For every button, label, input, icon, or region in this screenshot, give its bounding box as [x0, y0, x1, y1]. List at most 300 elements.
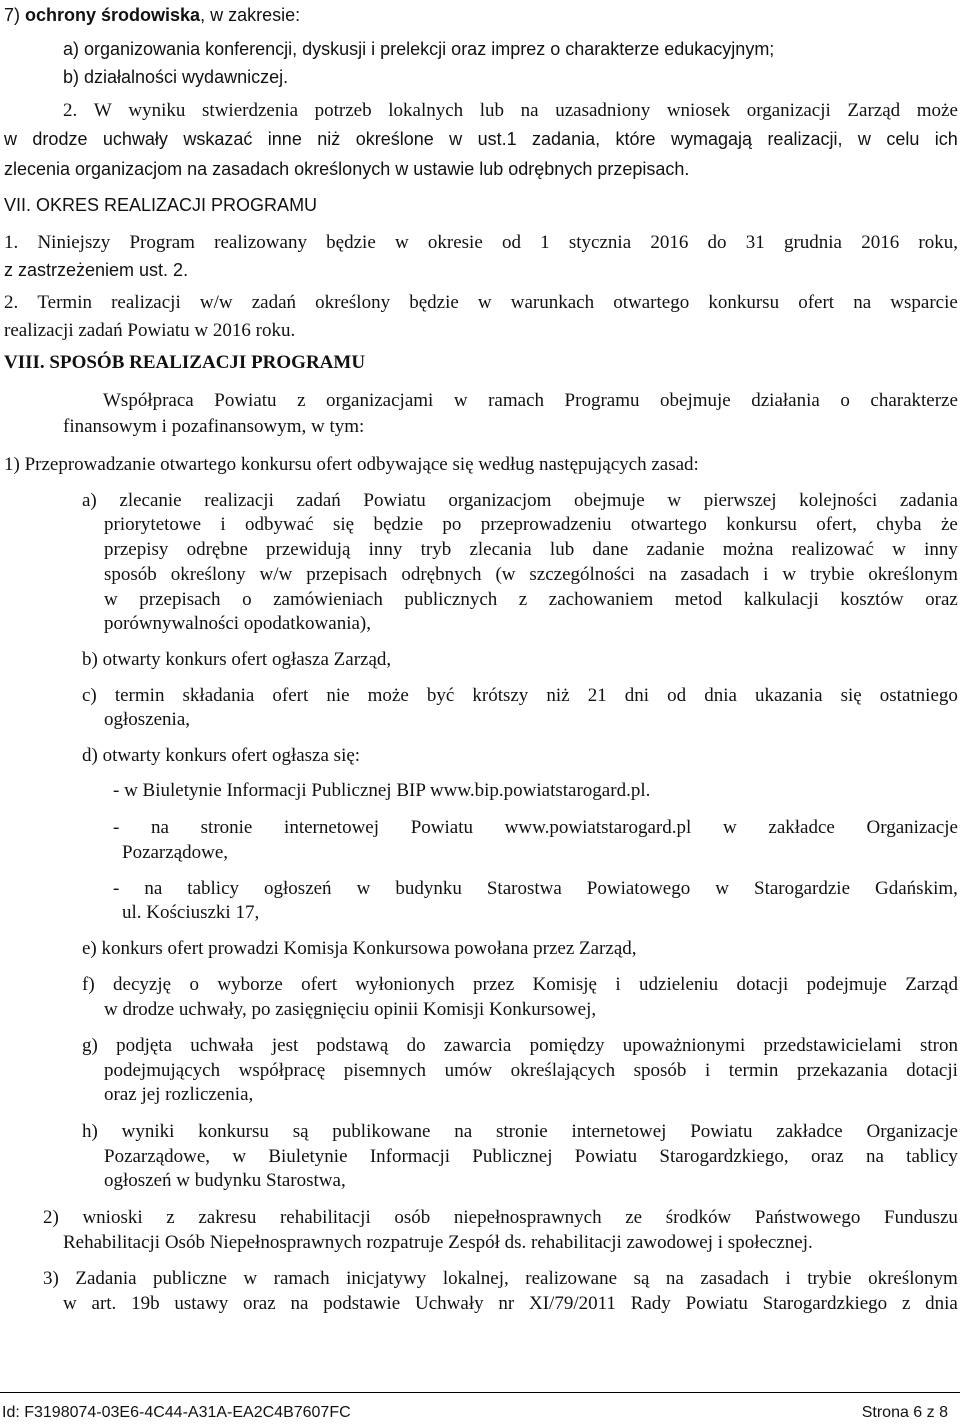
word: że [940, 514, 958, 535]
word: na [853, 292, 872, 313]
word: - [113, 878, 120, 899]
word: okresie [427, 232, 483, 253]
word: podejmujących [104, 1060, 221, 1081]
word: 31 [745, 232, 765, 253]
word: publikowane [332, 1121, 431, 1142]
word: składania [182, 685, 255, 706]
word: zlecania [469, 539, 532, 560]
word: w [857, 129, 871, 149]
item-1d-bullet-2-line-2: Pozarządowe, [122, 842, 229, 863]
word: kosztów [840, 589, 904, 610]
word: przepisach [139, 589, 221, 610]
word: w [715, 878, 729, 899]
word: zadania [899, 490, 958, 511]
section-viii-intro-line-2: finansowym i pozafinansowym, w tym: [63, 416, 365, 437]
word: organizacjom [448, 490, 552, 511]
word: zawarcia [443, 1035, 512, 1056]
word: w/w [259, 564, 293, 585]
item-1d: d) otwarty konkurs ofert ogłasza się: [82, 745, 361, 766]
item-1: 1) Przeprowadzanie otwartego konkursu ofert odbywające się według następujących zasad: [4, 454, 699, 475]
word: się [332, 514, 355, 535]
word: 2. [63, 100, 78, 121]
footer-document-id: Id: F3198074-03E6-4C44-A31A-EA2C4B7607FC [2, 1404, 351, 1421]
word: do [707, 232, 727, 253]
word: w [63, 1293, 77, 1314]
word: - [113, 817, 120, 838]
word: określających [510, 1060, 616, 1081]
item-1d-bullet-3-line-1 [113, 878, 958, 900]
word: Termin [37, 292, 92, 313]
word: 21 [587, 685, 607, 706]
section-7-line [4, 4, 300, 26]
word: określonym [868, 1268, 958, 1289]
word: realizowany [214, 232, 307, 253]
word: wyłonionych [355, 974, 455, 995]
word: ich [934, 129, 958, 149]
word: organizacjami [326, 390, 434, 411]
item-1a-line-6: porównywalności opodatkowania), [104, 613, 371, 634]
word: przepisach [306, 564, 388, 585]
word: w [477, 292, 492, 313]
word: publiczne [153, 1268, 227, 1289]
word: Niniejszy [37, 232, 111, 253]
word: ze [625, 1207, 643, 1228]
word: stronie [200, 817, 253, 838]
section-7-rest: , w zakresie: [200, 5, 301, 25]
word: na [665, 1268, 684, 1289]
word: charakterze [870, 390, 958, 411]
word: Powiatu [363, 490, 426, 511]
word: zakładce [776, 1121, 843, 1142]
word: stron [919, 1035, 958, 1056]
word: termin [114, 685, 165, 706]
word: niepełnosprawnych [453, 1207, 602, 1228]
word: zadanie [646, 539, 705, 560]
word: (w [495, 564, 516, 585]
word: działania [751, 390, 820, 411]
word: może [916, 100, 958, 121]
word: ukazania [755, 685, 823, 706]
word: Powiatu [690, 1121, 753, 1142]
word: Państwowego [754, 1207, 861, 1228]
item-1a-line-5 [104, 589, 958, 611]
item-1h-line-3: ogłoszeń w budynku Starostwa, [104, 1170, 346, 1191]
word: 2) [43, 1207, 59, 1228]
item-1e: e) konkurs ofert prowadzi Komisja Konkursowa powołana przez Zarząd, [82, 938, 637, 959]
word: podstawą [316, 1035, 389, 1056]
word: dnia [925, 1293, 958, 1314]
word: kalkulacji [743, 589, 819, 610]
word: krótszy [472, 685, 529, 706]
word: termin [728, 1060, 779, 1081]
word: dane [592, 539, 629, 560]
word: konkursu [726, 514, 797, 535]
word: Zarząd [905, 974, 958, 995]
word: Starostwa [486, 878, 562, 899]
item-1c-line-1 [82, 685, 958, 707]
word: wymagają [670, 129, 753, 149]
word: dnia [704, 685, 737, 706]
item-1d-bullet-2-line-1 [113, 817, 958, 839]
word: Powiatu [574, 1146, 638, 1167]
word: są [292, 1121, 309, 1142]
word: Zadania [75, 1268, 137, 1289]
word: 2016 [650, 232, 689, 253]
word: internetowej [571, 1121, 667, 1142]
item-1a-line-1 [82, 490, 958, 512]
word: ramach [273, 1268, 330, 1289]
word: i [785, 1268, 791, 1289]
word: ustawy [174, 1293, 229, 1314]
word: określony [170, 564, 246, 585]
word: lub [479, 100, 505, 121]
footer-page-number: Strona 6 z 8 [861, 1404, 948, 1421]
word: c) [82, 685, 97, 706]
word: jest [271, 1035, 299, 1056]
word: obejmuje [660, 390, 731, 411]
word: lub [549, 539, 575, 560]
paragraph-2-line-3: zlecenia organizacjom na zasadach określonych w ustawie lub odrębnych przepisach. [4, 159, 690, 179]
word: ust.1 [477, 129, 517, 149]
word: podjęta [116, 1035, 173, 1056]
word: zamówieniach [273, 589, 383, 610]
word: wyborze [217, 974, 283, 995]
word: Informacji [369, 1146, 450, 1167]
word: tryb [420, 539, 452, 560]
word: 2016 [861, 232, 900, 253]
word: Organizacje [866, 817, 958, 838]
word: Publicznej [472, 1146, 553, 1167]
word: Współpraca [103, 390, 194, 411]
word: niż [546, 685, 570, 706]
word: inne [267, 129, 302, 149]
word: Rady [630, 1293, 671, 1314]
word: Powiatu [214, 390, 277, 411]
word: Powiatu [410, 817, 473, 838]
word: konkursu [198, 1121, 269, 1142]
item-1g-line-3: oraz jej rozliczenia, [104, 1084, 254, 1105]
item-1f-line-2: w drodze uchwały, po zasięgnięciu opinii Komisji Konkursowej, [104, 999, 597, 1020]
word: umów [444, 1060, 493, 1081]
word: chyba [876, 514, 922, 535]
word: 3) [43, 1268, 59, 1289]
word: w [394, 232, 409, 253]
word: Zarząd [847, 100, 901, 121]
word: niż [317, 129, 341, 149]
item-1h-line-1 [82, 1121, 958, 1143]
section-7a: a) organizowania konferencji, dyskusji i prelekcji oraz imprez o charakterze edukacyjnym; [63, 39, 775, 59]
word: odrębnych [401, 564, 482, 585]
word: art. [91, 1293, 117, 1314]
word: nie [326, 685, 350, 706]
word: będzie [373, 514, 424, 535]
word: obejmuje [574, 490, 645, 511]
word: wskazać [183, 129, 253, 149]
word: 2. [4, 292, 19, 313]
word: można [722, 539, 774, 560]
word: zachowaniem [548, 589, 654, 610]
word: określonym [868, 564, 958, 585]
word: w [892, 539, 906, 560]
item-1a-line-2 [104, 514, 958, 536]
item-1a-line-3 [104, 539, 958, 561]
word: ramach [488, 390, 545, 411]
word: organizacji [746, 100, 831, 121]
word: sposób [633, 1060, 687, 1081]
word: budynku [395, 878, 462, 899]
word: kolejności [799, 490, 878, 511]
word: od [667, 685, 687, 706]
word: 1. [4, 232, 19, 253]
word: ofert [301, 974, 338, 995]
item-1d-bullet-1: - w Biuletynie Informacji Publicznej BIP www.bip.powiatstarogard.pl. [113, 780, 651, 801]
word: realizować [791, 539, 874, 560]
word: w [356, 878, 371, 899]
section-vii-1-line-2: z zastrzeżeniem ust. 2. [4, 260, 189, 280]
word: o [840, 390, 850, 411]
item-2-line-1 [43, 1207, 958, 1229]
word: lokalnej, [442, 1268, 509, 1289]
item-1d-bullet-3-line-2: ul. Kościuszki 17, [122, 902, 260, 923]
word: są [633, 1268, 650, 1289]
word: na [648, 564, 667, 585]
word: otwartego [630, 514, 707, 535]
word: się [840, 685, 862, 706]
word: otwartego [613, 292, 690, 313]
word: trybie [807, 1268, 852, 1289]
word: zadań [296, 490, 341, 511]
word: XI/79/2011 [529, 1293, 616, 1314]
word: przewidują [266, 539, 351, 560]
word: wsparcie [890, 292, 958, 313]
word: tablicy [187, 878, 239, 899]
word: zakresu [198, 1207, 257, 1228]
word: na [144, 878, 163, 899]
word: szczególności [529, 564, 635, 585]
word: warunkach [510, 292, 595, 313]
word: pomiędzy [529, 1035, 605, 1056]
word: Powiatu [685, 1293, 748, 1314]
word: w [243, 1268, 258, 1289]
word: realizacji [111, 292, 181, 313]
word: drodze [32, 129, 88, 149]
word: metod [674, 589, 723, 610]
word: inny [924, 539, 958, 560]
word: z [901, 1293, 911, 1314]
word: dni [624, 685, 650, 706]
word: Powiatowego [586, 878, 691, 899]
word: stycznia [568, 232, 632, 253]
word: realizacji, [767, 129, 843, 149]
word: w [449, 129, 463, 149]
word: przekazania [796, 1060, 888, 1081]
word: będzie [409, 292, 459, 313]
word: zakładce [768, 817, 835, 838]
word: Biuletynie [268, 1146, 348, 1167]
word: ostatniego [879, 685, 958, 706]
word: na [290, 1293, 309, 1314]
word: wnioski [82, 1207, 143, 1228]
word: określone [355, 129, 434, 149]
word: podstawie [323, 1293, 401, 1314]
word: wniosek [666, 100, 731, 121]
word: na [151, 817, 169, 838]
word: na [454, 1121, 473, 1142]
word: będzie [326, 232, 376, 253]
item-1b: b) otwarty konkurs ofert ogłasza Zarząd, [82, 649, 392, 670]
word: na [865, 1146, 884, 1167]
word: Komisję [532, 974, 597, 995]
word: zlecanie [119, 490, 182, 511]
word: grudnia [783, 232, 842, 253]
item-1f-line-1 [82, 974, 958, 996]
item-1g-line-2 [104, 1060, 958, 1082]
word: i [220, 514, 226, 535]
word: stronie [495, 1121, 548, 1142]
word: podejmuje [806, 974, 887, 995]
word: h) [82, 1121, 98, 1142]
word: dotacji [736, 974, 789, 995]
word: realizowane [525, 1268, 618, 1289]
item-1a-line-4 [104, 564, 958, 586]
word: z [166, 1207, 175, 1228]
word: www.powiatstarogard.pl [504, 817, 692, 838]
word: oraz [810, 1146, 844, 1167]
word: i [615, 974, 621, 995]
word: Starogardzkiego [762, 1293, 888, 1314]
word: W [93, 100, 112, 121]
paragraph-2-line-1 [63, 100, 958, 122]
word: zadań [251, 292, 297, 313]
word: lokalnych [388, 100, 464, 121]
section-7-number: 7) [4, 5, 26, 25]
word: sposób [104, 564, 157, 585]
section-vii-heading: VII. OKRES REALIZACJI PROGRAMU [4, 195, 318, 215]
word: pisemnych [343, 1060, 427, 1081]
word: Uchwały [415, 1293, 484, 1314]
word: Funduszu [884, 1207, 958, 1228]
word: oraz [925, 589, 958, 610]
word: potrzeb [314, 100, 372, 121]
word: w/w [199, 292, 233, 313]
word: inny [368, 539, 403, 560]
word: wyniku [128, 100, 186, 121]
word: odbywać [245, 514, 314, 535]
section-vii-1-line-1 [4, 232, 958, 254]
word: priorytetowe [104, 514, 202, 535]
section-7-title: ochrony środowiska [25, 5, 201, 25]
word: określony [315, 292, 391, 313]
word: uchwała [190, 1035, 254, 1056]
word: udzieleniu [639, 974, 719, 995]
word: Pozarządowe, [104, 1146, 211, 1167]
word: wyniki [121, 1121, 175, 1142]
word: do [406, 1035, 426, 1056]
word: po [442, 514, 462, 535]
footer-divider [0, 1392, 960, 1393]
word: trybie [809, 564, 855, 585]
item-3-line-2 [63, 1293, 958, 1315]
word: roku, [918, 232, 958, 253]
word: odrębne [186, 539, 248, 560]
item-2-line-2: Rehabilitacji Osób Niepełnosprawnych rozpatruje Zespół ds. rehabilitacji zawodowej i społecznej. [63, 1232, 813, 1253]
word: w [782, 564, 797, 585]
word: konkursu [708, 292, 780, 313]
word: uzasadniony [555, 100, 651, 121]
section-viii-heading: VIII. SPOSÓB REALIZACJI PROGRAMU [4, 352, 366, 373]
word: oraz [242, 1293, 276, 1314]
word: tablicy [906, 1146, 958, 1167]
word: w [722, 817, 737, 838]
word: ofert [272, 685, 309, 706]
word: uchwały [102, 129, 168, 149]
word: Starogardzie [754, 878, 851, 899]
word: może [367, 685, 409, 706]
word: Organizacje [866, 1121, 958, 1142]
word: realizacji [204, 490, 274, 511]
word: współpracę [238, 1060, 326, 1081]
item-1c-line-2: ogłoszenia, [104, 709, 191, 730]
section-vii-2-line-1 [4, 292, 958, 314]
word: g) [82, 1035, 98, 1056]
word: w [232, 1146, 247, 1167]
item-3-line-1 [43, 1268, 958, 1290]
word: ofert [798, 292, 835, 313]
word: środków [665, 1207, 732, 1228]
word: przedstawicielami [763, 1035, 902, 1056]
section-vii-2-line-2: realizacji zadań Powiatu w 2016 roku. [4, 320, 296, 341]
word: które [615, 129, 656, 149]
word: upoważnionymi [622, 1035, 746, 1056]
word: Program [129, 232, 195, 253]
item-1h-line-2 [104, 1146, 958, 1168]
word: w [104, 589, 118, 610]
word: a) [82, 490, 97, 511]
word: Starogardzkiego, [659, 1146, 789, 1167]
word: internetowej [284, 817, 380, 838]
word: Programu [564, 390, 640, 411]
word: z [518, 589, 528, 610]
paragraph-2-line-2 [4, 128, 958, 150]
word: na [520, 100, 539, 121]
word: osób [394, 1207, 431, 1228]
word: Gdańskim, [875, 878, 958, 899]
word: przepisy [104, 539, 169, 560]
word: być [426, 685, 455, 706]
word: stwierdzenia [202, 100, 299, 121]
word: celu [886, 129, 920, 149]
word: zadania, [532, 129, 601, 149]
word: o [189, 974, 199, 995]
word: z [297, 390, 306, 411]
word: zasadach [680, 564, 750, 585]
word: pierwszej [703, 490, 777, 511]
section-7b: b) działalności wydawniczej. [63, 67, 289, 87]
word: i [763, 564, 769, 585]
word: nr [498, 1293, 515, 1314]
word: 19b [131, 1293, 160, 1314]
word: w [4, 129, 17, 149]
word: f) [82, 974, 95, 995]
section-viii-intro-line-1 [103, 390, 958, 412]
word: publicznych [404, 589, 498, 610]
word: w [667, 490, 682, 511]
word: zasadach [700, 1268, 769, 1289]
word: przeprowadzeniu [480, 514, 612, 535]
word: dotacji [906, 1060, 958, 1081]
word: o [242, 589, 252, 610]
word: ogłoszeń [264, 878, 332, 899]
